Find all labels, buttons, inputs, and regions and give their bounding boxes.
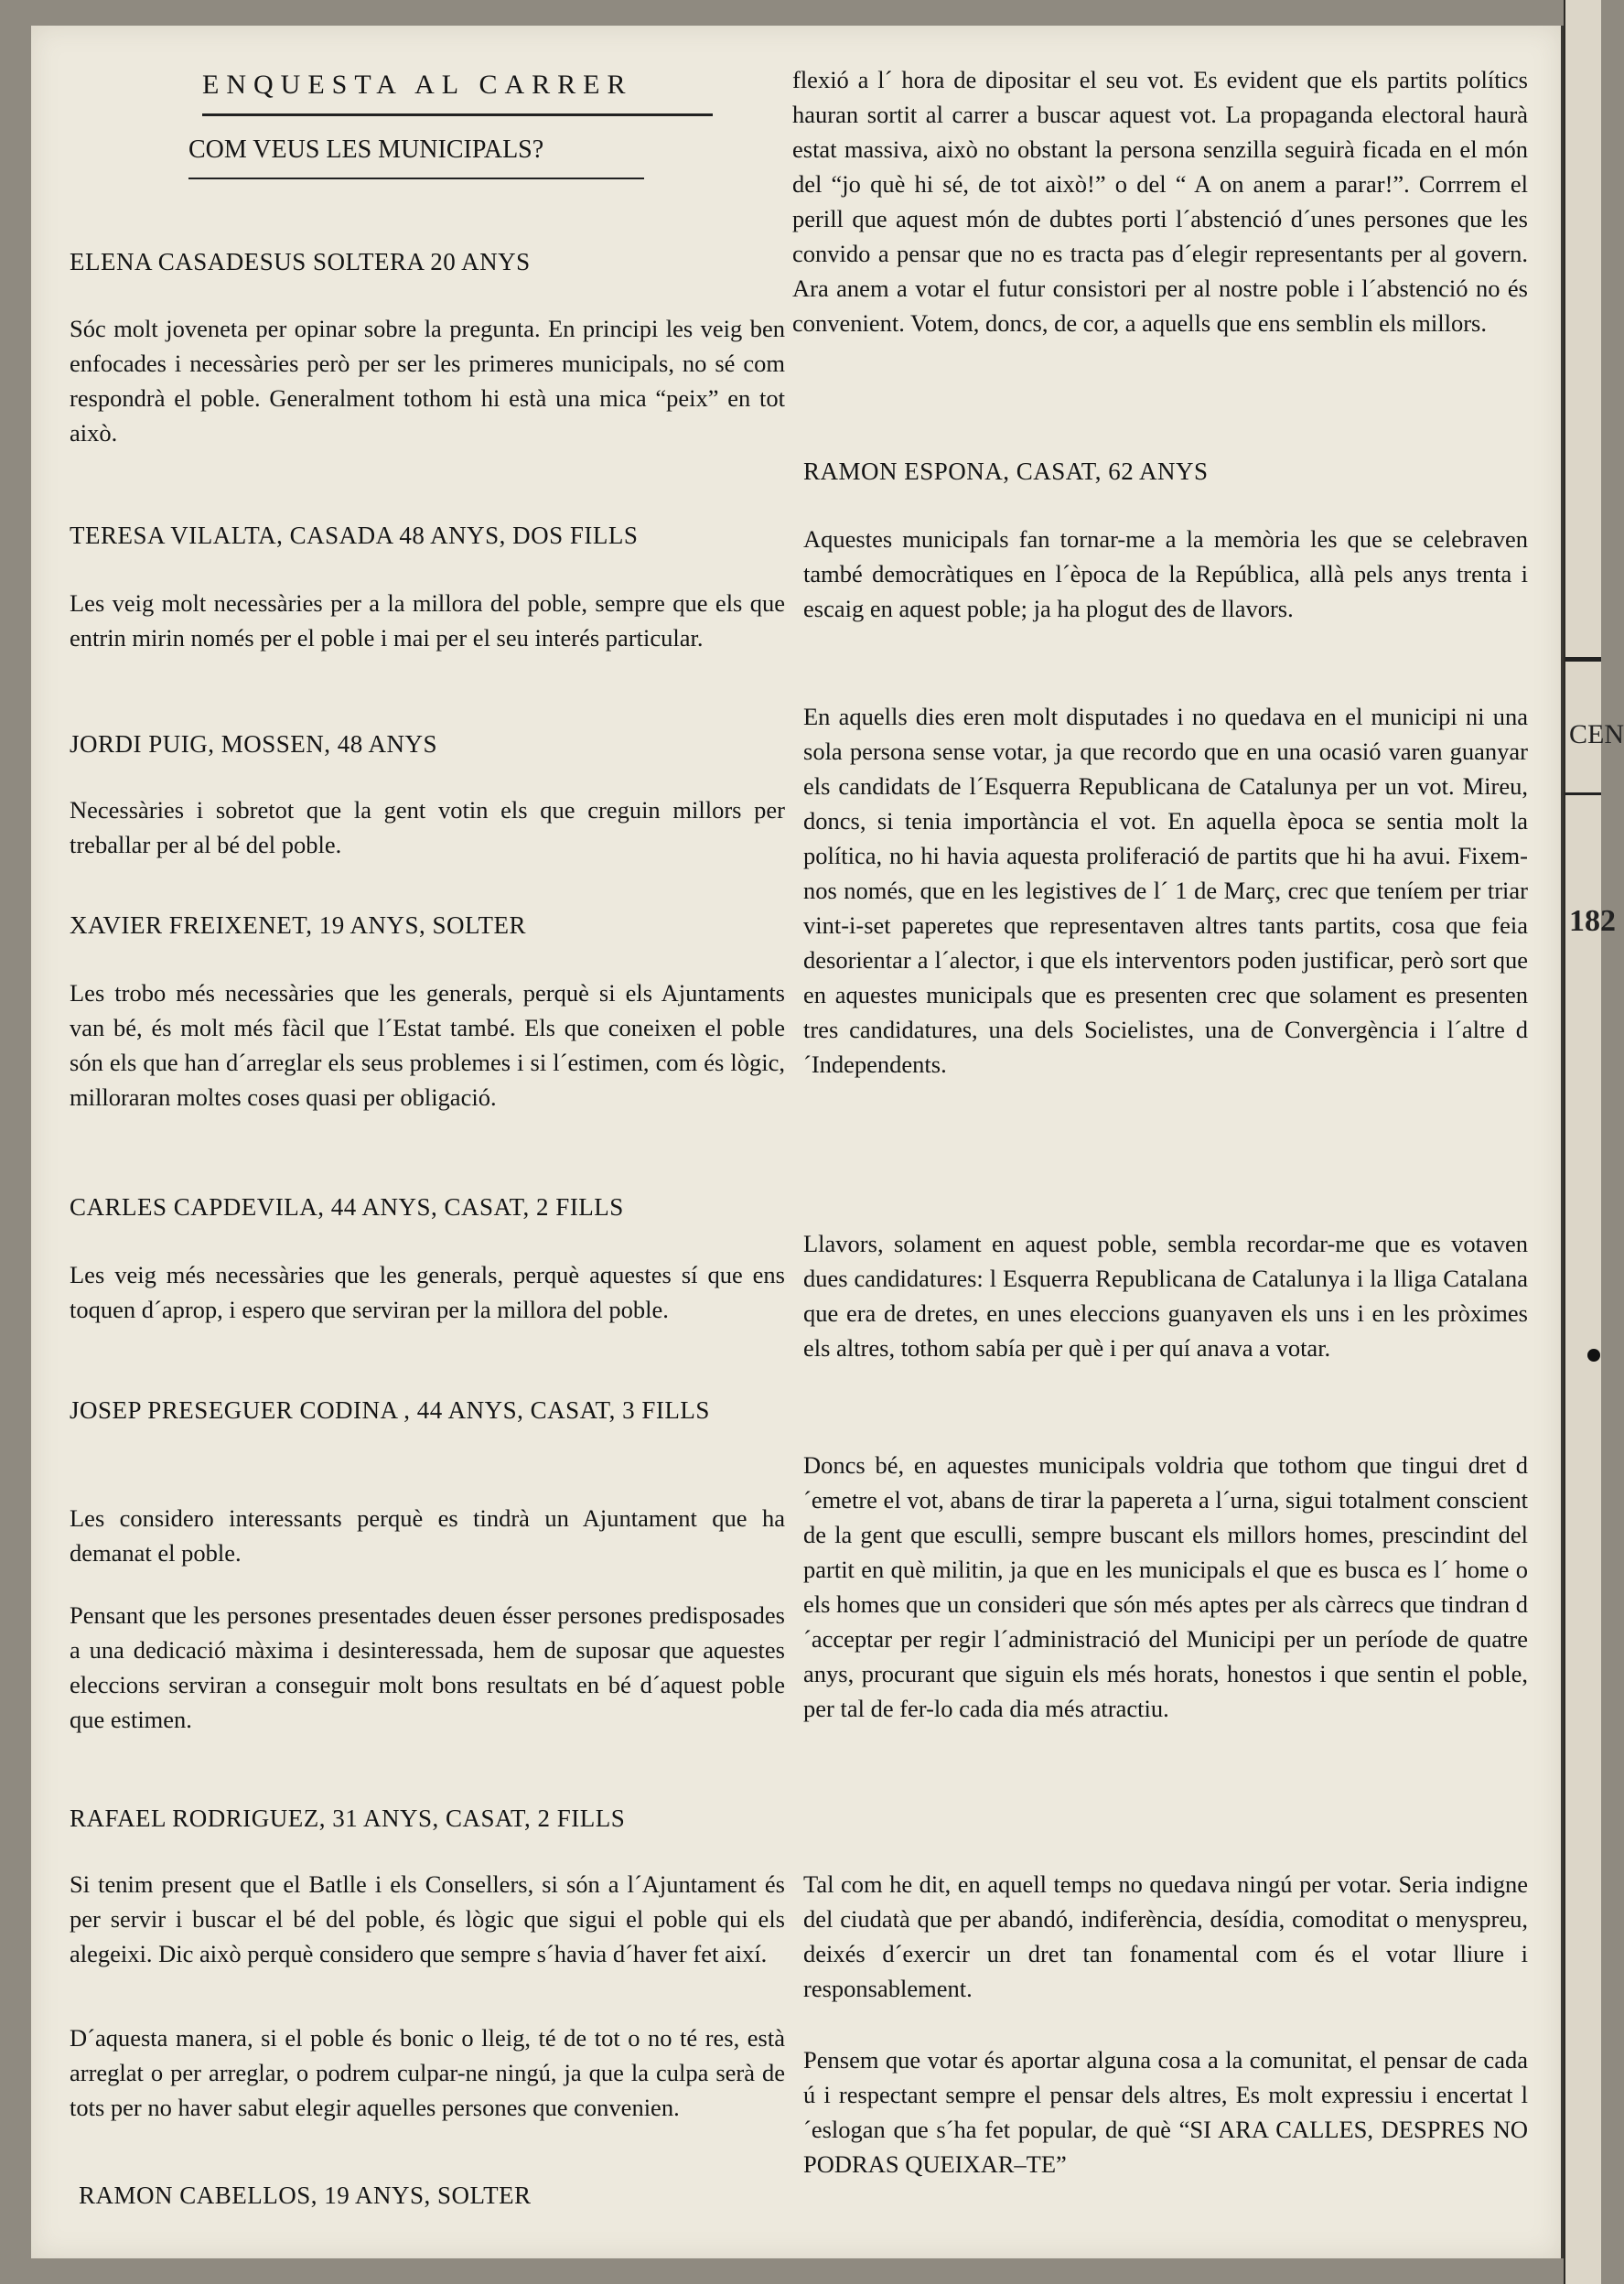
respondent-answer: Si tenim present que el Batlle i els Consellers, si són a l´Ajuntament és per servir i buscar el bé del poble, és lògic que sigui el poble qui els alegeixi. Dic això perquè considero que sempre s´havia d´haver fet així. [70,1870,785,1967]
respondent-answer: Pensem que votar és aportar alguna cosa a la comunitat, el pensar de cada ú i respectant sempre el pensar dels altres, Es molt expressiu i encertat l´eslogan que s´ha fet popular, de què “SI ARA CALLES, DESPRES NO PODRAS QUEIXAR–TE” [803,2046,1528,2178]
edge-fragment-text: CEN [1569,719,1624,749]
title-underline [202,113,713,116]
respondent-answer-continued: flexió a l´ hora de dipositar el seu vot. Es evident que els partits polítics hauran sortit al carrer a buscar aquest vot. La propaganda electoral haurà estat massiva, això no obstant la persona senzilla seguirà ficada en el món del “jo què hi sé, de tot això!” o del “ A on anem a parar!”. Corrrem el perill que aquest món de dubtes porti l´abstenció d´unes persones que les convido a pensar que no es tracta pas d´elegir representants per al govern. Ara anem a votar el futur consistori per al nostre poble i l´abstenció no és convenient. Votem, doncs, de cor, a aquells que ens semblin els millors. [792,66,1528,337]
subtitle-underline [188,178,644,179]
respondent-answer: Llavors, solament en aquest poble, sembla recordar-me que es votaven dues candidatures: l Esquerra Republicana de Catalunya i la lliga Catalana que era de dretes, en unes eleccions guanyaven els uns i en les pròximes els altres, tothom sabía per què i per quí anava a votar. [803,1230,1528,1362]
respondent-answer: Les considero interessants perquè es tindrà un Ajuntament que ha demanat el poble. [70,1504,785,1567]
respondent-name: XAVIER FREIXENET, 19 ANYS, SOLTER [70,911,527,939]
respondent-answer: Sóc molt joveneta per opinar sobre la pregunta. En principi les veig ben enfocades i necessàries però per ser les primeres municipals, no sé com respondrà el poble. Generalment tothom hi està una mica “peix” en tot això. [70,315,785,447]
respondent-name: ELENA CASADESUS SOLTERA 20 ANYS [70,248,531,275]
page-subtitle: COM VEUS LES MUNICIPALS? [188,135,544,164]
respondent-answer: Doncs bé, en aquestes municipals voldria que tothom que tingui dret d´emetre el vot, abans de tirar la papereta a l´urna, sigui totalment conscient de la gent que esculli, sempre buscant els millors homes, prescindint del partit en què militin, ja que en les municipals el que es busca es l´ home o els homes que un consideri que són més aptes per als càrrecs que tindran d´acceptar per regir l´administració del Municipi per un període de quatre anys, procurant que siguin els més horats, honestos i que sentin el poble, per tal de fer-lo cada dia més atractiu. [803,1451,1528,1722]
respondent-name: RAMON CABELLOS, 19 ANYS, SOLTER [79,2182,532,2209]
page-title: ENQUESTA AL CARRER [202,70,633,100]
respondent-answer: Tal com he dit, en aquell temps no quedava ningú per votar. Seria indigne del ciudatà que per abandó, indiferència, desídia, comoditat o menyspreu, deixés d´exercir un dret tan fonamental com és el votar lliure i responsablement. [803,1870,1528,2002]
respondent-name: JOSEP PRESEGUER CODINA , 44 ANYS, CASAT, 3 FILLS [70,1396,710,1424]
respondent-answer: Les veig molt necessàries per a la millora del poble, sempre que els que entrin mirin només per el poble i mai per el seu interés particular. [70,589,785,652]
respondent-name: RAMON ESPONA, CASAT, 62 ANYS [803,458,1209,485]
respondent-answer: En aquells dies eren molt disputades i no quedava en el municipi ni una sola persona sense votar, ja que recordo que en una ocasió varen guanyar els candidats de l´Esquerra Republicana de Catalunya per un vot. Mireu, doncs, si tenia importància el vot. En aquella època se sentia molt la política, no hi havia aquesta proliferació de partits que hi ha avui. Fixem-nos només, que en les legistives de l´ 1 de Març, crec que teníem per triar vint-i-set paperetes que representaven altres tants partits, cosa que feia desorientar a l´alector, i que els interventors poden justificar, però sort que en aquestes municipals que es presenten crec que solament es presenten tres candidatures, una dels Socielistes, una de Convergència i l´altre d´Independents. [803,703,1528,1078]
edge-bullet [1587,1349,1600,1362]
respondent-answer: Necessàries i sobretot que la gent votin els que creguin millors per treballar per al bé del poble. [70,796,785,858]
respondent-name: JORDI PUIG, MOSSEN, 48 ANYS [70,730,438,758]
edge-fragment-number: 182 [1569,904,1616,938]
respondent-name: RAFAEL RODRIGUEZ, 31 ANYS, CASAT, 2 FILLS [70,1805,626,1832]
respondent-name: TERESA VILALTA, CASADA 48 ANYS, DOS FILLS [70,522,639,549]
respondent-answer: Pensant que les persones presentades deuen ésser persones predisposades a una dedicació màxima i desinteressada, hem de suposar que aquestes eleccions serviran a conseguir molt bons resultats en bé d´aquest poble que estimen. [70,1601,785,1733]
respondent-answer: D´aquesta manera, si el poble és bonic o lleig, té de tot o no té res, està arreglat o per arreglar, o podrem culpar-ne ningú, ja que la culpa serà de tots per no haver sabut elegir aquelles persones que convenien. [70,2024,785,2121]
edge-rule [1565,792,1601,795]
respondent-answer: Les trobo més necessàries que les generals, perquè si els Ajuntaments van bé, és molt més fàcil que l´Estat també. Els que coneixen el poble són els que han d´arreglar els seus problemes i si l´estimen, com és lògic, millorаran moltes coses quasi per obligació. [70,979,785,1111]
adjacent-page-edge [1564,0,1624,2284]
respondent-answer: Les veig més necessàries que les generals, perquè aquestes sí que ens toquen d´aprop, i espero que serviran per la millora del poble. [70,1261,785,1323]
respondent-answer: Aquestes municipals fan tornar-me a la memòria les que se celebraven també democràtiques en l´època de la República, allà pels anys trenta i escaig en aquest poble; ja ha plogut des de llavors. [803,525,1528,622]
respondent-name: CARLES CAPDEVILA, 44 ANYS, CASAT, 2 FILLS [70,1193,624,1221]
newspaper-page [31,26,1564,2258]
edge-rule [1565,657,1601,662]
